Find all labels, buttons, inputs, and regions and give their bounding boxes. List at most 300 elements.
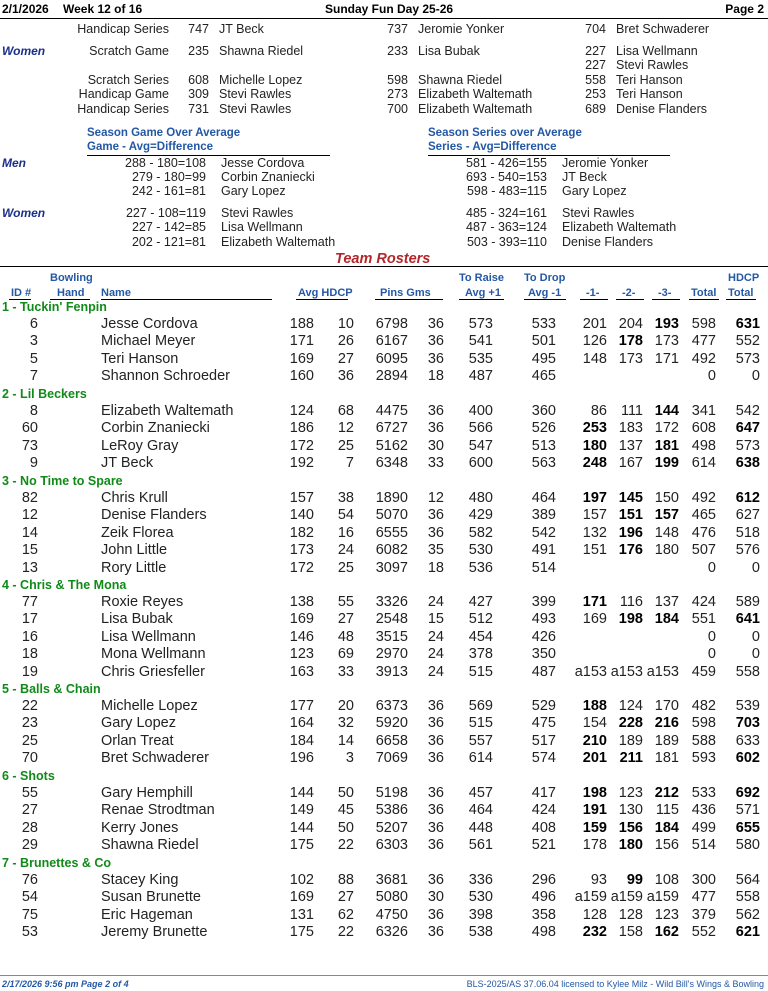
bowler-average: 169: [289, 889, 314, 906]
series-total: 598: [691, 316, 716, 332]
bowler-average: 160: [289, 368, 314, 385]
to-raise-avg: 557: [468, 732, 493, 749]
to-drop-avg: 296: [531, 872, 556, 888]
bowler-id: 82: [21, 490, 38, 506]
category-label: Handicap Series: [77, 22, 169, 36]
bowler-handicap: 24: [337, 542, 354, 559]
col-game-3: -3-: [658, 287, 672, 299]
bowler-handicap: 14: [337, 732, 354, 749]
to-raise-avg: 530: [468, 889, 493, 906]
game-1-score: 201: [582, 316, 607, 332]
bowler-name: Jeremy Brunette: [101, 924, 208, 941]
bowler-id: 54: [21, 889, 38, 906]
games-bowled: 12: [427, 490, 444, 506]
to-raise-avg: 454: [468, 628, 493, 645]
bowler-handicap: 25: [337, 437, 354, 454]
bowler-average: 163: [289, 663, 314, 680]
to-drop-avg: 526: [531, 420, 556, 437]
bowler-handicap: 54: [337, 507, 354, 524]
game-2-score: 158: [618, 924, 643, 941]
bowler-handicap: 25: [337, 559, 354, 576]
handicap-total: 0: [751, 559, 760, 576]
total-pins: 7069: [375, 750, 408, 767]
to-raise-avg: 561: [468, 837, 493, 854]
bowler-name: Shannon Schroeder: [101, 368, 230, 385]
to-drop-avg: 389: [531, 507, 556, 524]
game-3-score: 162: [654, 924, 679, 941]
score-value: 737: [387, 22, 408, 36]
col-id: ID #: [11, 287, 32, 299]
bowler-name: Lisa Bubak: [418, 44, 480, 58]
game-3-score: 137: [654, 594, 679, 610]
bowler-name: Shawna Riedel: [219, 44, 304, 58]
col-hand: Hand: [57, 287, 85, 299]
bowler-handicap: 55: [337, 594, 354, 610]
game-3-score: 157: [654, 507, 679, 524]
bowler-handicap: 88: [337, 872, 354, 888]
team-name: 3 - No Time to Spare: [2, 474, 123, 488]
handicap-total: 542: [735, 403, 760, 419]
bowler-average: 172: [289, 559, 314, 576]
to-raise-avg: 600: [468, 455, 493, 472]
to-raise-avg: 480: [468, 490, 493, 506]
bowler-id: 28: [21, 819, 38, 836]
bowler-name: Kerry Jones: [101, 819, 179, 836]
handicap-total: 580: [735, 837, 760, 854]
bowler-name: Jesse Cordova: [101, 316, 198, 332]
bowler-id: 70: [21, 750, 38, 767]
to-raise-avg: 515: [468, 663, 493, 680]
game-3-score: 144: [654, 403, 679, 419]
series-diff: 598 - 483=115: [466, 184, 547, 198]
series-total: 0: [707, 646, 716, 663]
bowler-name: Eric Hageman: [101, 906, 193, 923]
bowler-name: Elizabeth Waltemath: [418, 102, 533, 116]
team-rosters-title: Team Rosters: [335, 251, 431, 267]
game-3-score: 156: [654, 837, 679, 854]
series-diff-name: Stevi Rawles: [562, 206, 635, 220]
game-3-score: 184: [654, 819, 679, 836]
total-pins: 5070: [375, 507, 408, 524]
to-drop-avg: 408: [531, 819, 556, 836]
team-name: 1 - Tuckin' Fenpin: [2, 300, 107, 314]
bowler-name: Bret Schwaderer: [101, 750, 209, 767]
bowler-handicap: 32: [337, 715, 354, 732]
game-3-score: a153: [646, 663, 679, 680]
bowler-handicap: 69: [337, 646, 354, 663]
handicap-total: 576: [735, 542, 760, 559]
game-1-score: 93: [590, 872, 607, 888]
bowler-average: 196: [289, 750, 314, 767]
bowler-name: Teri Hanson: [616, 87, 683, 101]
category-label: Scratch Series: [87, 73, 169, 87]
games-bowled: 36: [427, 420, 444, 437]
bowler-name: Stevi Rawles: [219, 102, 292, 116]
bowler-id: 29: [21, 837, 38, 854]
bowler-handicap: 10: [337, 316, 354, 332]
col-underline-g3: [652, 299, 680, 300]
game-1-score: 180: [582, 437, 607, 454]
game-over-avg-title: Season Game Over Average: [87, 127, 241, 139]
team-name: 4 - Chris & The Mona: [2, 578, 127, 592]
total-pins: 5080: [375, 889, 408, 906]
bowler-name: Denise Flanders: [616, 102, 708, 116]
bowler-id: 25: [21, 732, 38, 749]
to-raise-avg: 398: [468, 906, 493, 923]
to-drop-avg: 424: [531, 802, 556, 819]
col-game-1: -1-: [586, 287, 600, 299]
bowler-average: 192: [289, 455, 314, 472]
to-drop-avg: 533: [531, 316, 556, 332]
score-value: 273: [387, 87, 408, 101]
bowler-handicap: 22: [337, 837, 354, 854]
total-pins: 1890: [375, 490, 408, 506]
game-1-score: 178: [582, 837, 607, 854]
to-raise-avg: 427: [468, 594, 493, 610]
league-name: Sunday Fun Day 25-26: [325, 2, 454, 16]
game-1-score: a159: [574, 889, 607, 906]
handicap-total: 562: [735, 906, 760, 923]
game-3-score: 193: [654, 316, 679, 332]
to-drop-avg: 360: [531, 403, 556, 419]
bowler-average: 138: [289, 594, 314, 610]
game-1-score: 159: [582, 819, 607, 836]
series-total: 552: [691, 924, 716, 941]
series-diff-name: Elizabeth Waltemath: [562, 220, 677, 234]
score-value: 227: [585, 44, 606, 58]
bowler-name: Lisa Wellmann: [616, 44, 698, 58]
game-3-score: 173: [654, 333, 679, 350]
bowler-handicap: 48: [337, 628, 354, 645]
bowler-id: 23: [21, 715, 38, 732]
game-2-score: 189: [618, 732, 643, 749]
game-1-score: 86: [590, 403, 607, 419]
total-pins: 3326: [375, 594, 408, 610]
total-pins: 6095: [375, 350, 408, 367]
game-1-score: 128: [582, 906, 607, 923]
games-bowled: 36: [427, 507, 444, 524]
games-bowled: 36: [427, 872, 444, 888]
total-pins: 3681: [375, 872, 408, 888]
game-1-score: 148: [582, 350, 607, 367]
games-bowled: 36: [427, 785, 444, 801]
game-1-score: 248: [582, 455, 607, 472]
bowler-handicap: 27: [337, 350, 354, 367]
games-bowled: 18: [427, 368, 444, 385]
to-drop-avg: 496: [531, 889, 556, 906]
series-total: 499: [691, 819, 716, 836]
game-1-score: 154: [582, 715, 607, 732]
series-total: 476: [691, 524, 716, 541]
bowler-id: 9: [29, 455, 38, 472]
bowler-name: Rory Little: [101, 559, 167, 576]
col-underline-name: [101, 299, 272, 300]
game-1-score: 171: [582, 594, 607, 610]
game-diff: 279 - 180=99: [131, 170, 206, 184]
bowler-name: Susan Brunette: [101, 889, 201, 906]
bowler-id: 7: [29, 368, 38, 385]
bowler-average: 164: [289, 715, 314, 732]
series-total: 551: [691, 611, 716, 628]
total-pins: 6167: [375, 333, 408, 350]
total-pins: 6348: [375, 455, 408, 472]
game-1-score: 126: [582, 333, 607, 350]
to-drop-avg: 417: [531, 785, 556, 801]
bowler-handicap: 50: [337, 785, 354, 801]
handicap-total: 539: [735, 698, 760, 714]
game-2-score: 124: [618, 698, 643, 714]
series-total: 341: [691, 403, 716, 419]
game-3-score: 181: [654, 750, 679, 767]
bowler-name: JT Beck: [101, 455, 154, 472]
bowler-average: 157: [289, 490, 314, 506]
bowler-id: 77: [21, 594, 38, 610]
games-bowled: 30: [427, 889, 444, 906]
handicap-total: 633: [735, 732, 760, 749]
bowler-id: 17: [21, 611, 38, 628]
to-drop-avg: 574: [531, 750, 556, 767]
category-label: Handicap Series: [77, 102, 169, 116]
to-drop-avg: 542: [531, 524, 556, 541]
bowler-handicap: 36: [337, 368, 354, 385]
total-pins: 5162: [375, 437, 408, 454]
series-total: 300: [691, 872, 716, 888]
series-diff: 581 - 426=155: [466, 156, 547, 170]
series-total: 593: [691, 750, 716, 767]
game-1-score: 151: [582, 542, 607, 559]
bowler-name: John Little: [101, 542, 168, 559]
handicap-total: 647: [735, 420, 760, 437]
games-bowled: 36: [427, 524, 444, 541]
col-underline-pins: [375, 299, 443, 300]
bowler-id: 75: [21, 906, 38, 923]
bowler-name: Bret Schwaderer: [616, 22, 710, 36]
bowler-name: Shawna Riedel: [101, 837, 199, 854]
bowler-average: 173: [289, 542, 314, 559]
games-bowled: 36: [427, 333, 444, 350]
series-total: 477: [691, 889, 716, 906]
bowler-id: 12: [21, 507, 38, 524]
bowler-name: Gary Lopez: [101, 715, 176, 732]
game-1-score: 198: [582, 785, 607, 801]
game-1-score: 157: [582, 507, 607, 524]
score-value: 233: [387, 44, 408, 58]
series-total: 0: [707, 559, 716, 576]
games-bowled: 18: [427, 559, 444, 576]
games-bowled: 36: [427, 906, 444, 923]
bowler-name: Lisa Bubak: [101, 611, 173, 628]
game-1-score: 188: [582, 698, 607, 714]
to-drop-avg: 563: [531, 455, 556, 472]
game-1-score: 197: [582, 490, 607, 506]
total-pins: 3097: [375, 559, 408, 576]
score-value: 558: [585, 73, 606, 87]
games-bowled: 30: [427, 437, 444, 454]
to-drop-avg: 514: [531, 559, 556, 576]
bowler-name: Gary Hemphill: [101, 785, 193, 801]
handicap-total: 573: [735, 437, 760, 454]
bowler-name: Chris Griesfeller: [101, 663, 205, 680]
game-2-score: 176: [618, 542, 643, 559]
col-to-drop: To Drop: [524, 272, 566, 284]
handicap-total: 558: [735, 889, 760, 906]
to-raise-avg: 541: [468, 333, 493, 350]
total-pins: 2970: [375, 646, 408, 663]
to-raise-avg: 515: [468, 715, 493, 732]
bowler-handicap: 62: [337, 906, 354, 923]
bowler-handicap: 20: [337, 698, 354, 714]
to-drop-avg: 399: [531, 594, 556, 610]
series-total: 379: [691, 906, 716, 923]
bowler-average: 140: [289, 507, 314, 524]
handicap-total: 641: [735, 611, 760, 628]
handicap-total: 518: [735, 524, 760, 541]
to-drop-avg: 513: [531, 437, 556, 454]
handicap-total: 612: [735, 490, 760, 506]
game-3-score: 108: [654, 872, 679, 888]
game-2-score: 204: [618, 316, 643, 332]
series-diff: 503 - 393=110: [466, 235, 547, 249]
games-bowled: 15: [427, 611, 444, 628]
bowler-name: Lisa Wellmann: [101, 628, 196, 645]
print-date: 2/1/2026: [2, 2, 49, 16]
bowler-average: 172: [289, 437, 314, 454]
bowler-average: 186: [289, 420, 314, 437]
bowler-name: Zeik Florea: [101, 524, 174, 541]
to-raise-avg: 536: [468, 559, 493, 576]
handicap-total: 589: [735, 594, 760, 610]
bowler-name: Denise Flanders: [101, 507, 207, 524]
bowler-average: 144: [289, 819, 314, 836]
series-over-avg-subtitle: Series - Avg=Difference: [428, 141, 557, 153]
bowler-id: 73: [21, 437, 38, 454]
game-3-score: 172: [654, 420, 679, 437]
game-2-score: 145: [618, 490, 643, 506]
game-3-score: 148: [654, 524, 679, 541]
game-2-score: 196: [618, 524, 643, 541]
total-pins: 6082: [375, 542, 408, 559]
total-pins: 5198: [375, 785, 408, 801]
series-diff-name: JT Beck: [562, 170, 607, 184]
bowler-name: Michael Meyer: [101, 333, 196, 350]
bowler-average: 146: [289, 628, 314, 645]
week-label: Week 12 of 16: [63, 2, 143, 16]
games-bowled: 36: [427, 837, 444, 854]
men-label: Men: [2, 156, 26, 170]
to-raise-avg: 535: [468, 350, 493, 367]
footer-rule: [0, 975, 768, 976]
game-3-score: 199: [654, 455, 679, 472]
bowler-average: 123: [289, 646, 314, 663]
bowler-id: 55: [21, 785, 38, 801]
bowler-handicap: 27: [337, 611, 354, 628]
to-drop-avg: 498: [531, 924, 556, 941]
to-drop-avg: 358: [531, 906, 556, 923]
to-raise-avg: 378: [468, 646, 493, 663]
bowler-id: 15: [21, 542, 38, 559]
score-value: 731: [188, 102, 209, 116]
game-3-score: 189: [654, 732, 679, 749]
to-raise-avg: 464: [468, 802, 493, 819]
bowler-average: 182: [289, 524, 314, 541]
game-2-score: 123: [618, 785, 643, 801]
game-2-score: 128: [618, 906, 643, 923]
handicap-total: 703: [735, 715, 760, 732]
game-2-score: 137: [618, 437, 643, 454]
bowler-average: 171: [289, 333, 314, 350]
to-drop-avg: 521: [531, 837, 556, 854]
game-3-score: 150: [654, 490, 679, 506]
bowler-average: 188: [289, 316, 314, 332]
col-underline-raise: [459, 299, 504, 300]
game-2-score: 99: [626, 872, 643, 888]
games-bowled: 24: [427, 594, 444, 610]
bowler-id: 5: [29, 350, 38, 367]
series-total: 492: [691, 350, 716, 367]
bowler-name: Corbin Znaniecki: [101, 420, 210, 437]
game-diff: 202 - 121=81: [131, 235, 206, 249]
bowler-average: 169: [289, 350, 314, 367]
to-raise-avg: 582: [468, 524, 493, 541]
games-bowled: 24: [427, 628, 444, 645]
series-total: 459: [691, 663, 716, 680]
bowler-average: 175: [289, 837, 314, 854]
series-total: 507: [691, 542, 716, 559]
series-total: 0: [707, 368, 716, 385]
handicap-total: 692: [735, 785, 760, 801]
series-total: 477: [691, 333, 716, 350]
bowler-id: 19: [21, 663, 38, 680]
series-diff: 487 - 363=124: [466, 220, 547, 234]
bowler-name: Stevi Rawles: [219, 87, 292, 101]
bowler-average: 169: [289, 611, 314, 628]
game-1-score: 169: [582, 611, 607, 628]
col-to-raise-2: Avg +1: [465, 287, 501, 299]
bowler-name: Teri Hanson: [616, 73, 683, 87]
game-2-score: 156: [618, 819, 643, 836]
col-to-drop-2: Avg -1: [528, 287, 562, 299]
handicap-total: 0: [751, 646, 760, 663]
bowler-handicap: 22: [337, 924, 354, 941]
game-3-score: 171: [654, 350, 679, 367]
to-raise-avg: 400: [468, 403, 493, 419]
bowler-id: 27: [21, 802, 38, 819]
handicap-total: 0: [751, 628, 760, 645]
series-total: 588: [691, 732, 716, 749]
games-bowled: 36: [427, 819, 444, 836]
to-raise-avg: 538: [468, 924, 493, 941]
handicap-total: 638: [735, 455, 760, 472]
score-value: 253: [585, 87, 606, 101]
bowler-id: 3: [29, 333, 38, 350]
total-pins: 4475: [375, 403, 408, 419]
to-raise-avg: 457: [468, 785, 493, 801]
total-pins: 5386: [375, 802, 408, 819]
game-3-score: 212: [654, 785, 679, 801]
col-underline-hdcp: [726, 299, 756, 300]
col-pins-gms: Pins Gms: [380, 287, 431, 299]
series-total: 598: [691, 715, 716, 732]
bowler-id: 22: [21, 698, 38, 714]
series-total: 498: [691, 437, 716, 454]
game-2-score: 198: [618, 611, 643, 628]
to-drop-avg: 529: [531, 698, 556, 714]
games-bowled: 36: [427, 316, 444, 332]
game-diff-name: Gary Lopez: [221, 184, 286, 198]
team-name: 6 - Shots: [2, 769, 55, 783]
women-label: Women: [2, 44, 46, 58]
bowler-name: Renae Strodtman: [101, 802, 215, 819]
